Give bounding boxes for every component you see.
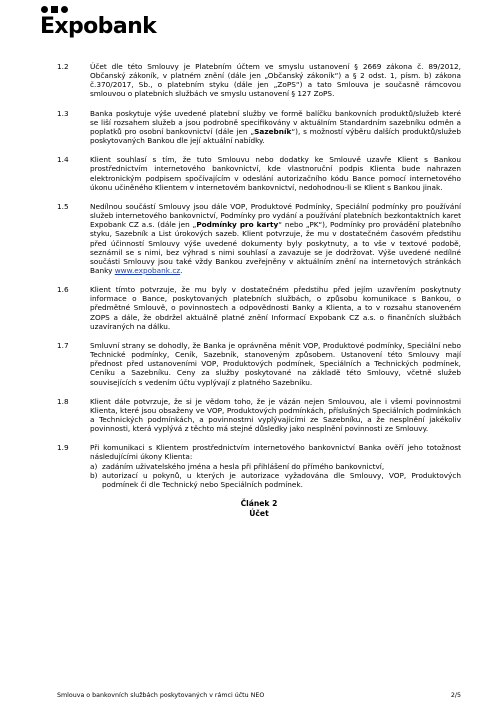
section-1-2 — [57, 62, 461, 99]
section-number: 1.6 — [57, 285, 69, 295]
list-letter: a) — [90, 461, 98, 471]
article-heading — [57, 499, 461, 519]
article-number: Článek 2 — [240, 499, 278, 509]
text-part: “), s možností výběru dalších produktů/služeb poskytovaných Bankou dle její aktuální nabídky. — [90, 126, 461, 146]
section-1-6 — [57, 285, 461, 331]
list-letter: b) — [90, 470, 98, 480]
list-item — [90, 471, 461, 489]
logo-mark-icon — [41, 6, 156, 13]
section-number: 1.3 — [57, 108, 69, 118]
section-1-7 — [57, 341, 461, 387]
page-footer — [57, 692, 461, 699]
expobank-website-link[interactable]: www.expobank.cz — [114, 265, 181, 275]
expobank-logo — [40, 6, 156, 39]
defined-term: Sazebník — [254, 126, 292, 136]
section-number: 1.5 — [57, 201, 69, 211]
section-text: Účet dle této Smlouvy je Platebním účtem ve smyslu ustanovení § 2669 zákona č. 89/2012, Občanský zákoník, v platném znění (dále jen „Občanský zákoník“) a § 2 odst. 1, písm. b) zákona č.370/2017, Sb., o platebním styku (dále jen „ZoPS“) a tato Smlouva je současně rámcovou smlouvou o platebních službách ve smyslu ustanovení § 127 ZoPS. — [90, 62, 461, 99]
list-text: autorizací u pokynů, u kterých je autorizace vyžadována dle Smlouvy, VOP, Produktových podmínek či dle Technický nebo Speciálních podmínek. — [102, 470, 461, 489]
text-part: Nedílnou součástí Smlouvy jsou dále VOP, Produktové Podmínky, Speciální podmínky pro používání služeb internetového bankovnictví, Podmínky pro vydání a používání platebních bezkontaktních karet Expobank CZ a.s. (dále jen „ — [90, 201, 461, 230]
section-text — [90, 109, 461, 146]
document-body — [57, 62, 461, 519]
section-1-5 — [57, 202, 461, 275]
section-number: 1.2 — [57, 62, 69, 71]
section-intro: Při komunikaci s Klientem prostřednictvím internetového bankovnictví Banka ověří jeho totožnost následujícími úkony Klienta: — [90, 443, 461, 462]
defined-term: Podmínky pro karty — [196, 220, 279, 230]
text-part: Banka poskytuje výše uvedené platební služby ve formě balíčku bankovních produktů/služeb které se liší rozsahem služeb a jsou podrobně specifikovány v aktuálním Standardním sazebníku odměn a poplatků pro osobní bankovnictví (dále jen „ — [90, 108, 461, 136]
text-part: . — [180, 265, 183, 275]
page-number: 2/5 — [450, 692, 461, 699]
section-1-4 — [57, 155, 461, 192]
section-text: Smluvní strany se dohodly, že Banka je oprávněna měnit VOP, Produktové podmínky, Speciální nebo Technické podmínky, Ceník, Sazebník, stanoveným způsobem. Ustanovení této Smlouvy mají přednost před ustanoveními VOP, Produktových podmínek, Speciálních a Technických podmínek, Ceníku a Sazebníku. Ceny za služby poskytované na základě této Smlouvy, včetně služeb souvisejících s vedením účtu vyplývají z platného Sazebníku. — [90, 340, 461, 387]
section-1-3 — [57, 109, 461, 146]
section-number: 1.9 — [57, 443, 69, 453]
brand-name: Expobank — [40, 14, 157, 39]
text-part: “ nebo „PK“), Podmínky pro provádění platebního styku, Sazebník a List úrokových sazeb. Klient potvrzuje, že mu v dostatečném časovém předstihu před účinností Smlouvy výše uvedené dokumenty byly poskytnuty, a to vše v textové podobě, seznámil se s nimi, bez výhrad s nimi souhlasí a zavazuje se je dodržovat. Výše uvedené nedílné součásti Smlouvy jsou také vždy Bankou zveřejněny v aktuálním znění na internetových stránkách Banky — [90, 220, 461, 275]
section-1-8 — [57, 397, 461, 434]
list-text: zadáním uživatelského jména a hesla při přihlášení do přímého bankovnictví, — [102, 461, 385, 471]
section-number: 1.4 — [57, 155, 69, 165]
section-text — [90, 443, 461, 489]
section-text — [90, 202, 461, 275]
section-text: Klient dále potvrzuje, že si je vědom toho, že je vázán nejen Smlouvou, ale i všemi povinnostmi Klienta, které jsou obsaženy ve VOP, Produktových podmínkách, příslušných Speciálních podmínkách a Technických podmínkách, a povinnostmi vyplývajícími ze Sazebníku, a že nesplnění jakékoliv povinnosti, která vyplývá z těchto má stejné důsledky jako nesplnění povinnosti ze Smlouvy. — [90, 396, 461, 434]
footer-document-title: Smlouva o bankovních službách poskytovaných v rámci účtu NEO — [57, 692, 265, 699]
section-text: Klient tímto potvrzuje, že mu byly v dostatečném předstihu před jejím uzavřením poskytnuty informace o Bance, poskytovaných platebních službách, o způsobu komunikace s Bankou, o předmětné Smlouvě, o povinnostech a odpovědnosti Banky a Klienta, a to v rozsahu stanoveném ZOPS a dále, že obdržel aktuálně platné znění Informací Expobank CZ a.s. o finančních službách uzavíraných na dálku. — [90, 285, 461, 331]
section-number: 1.7 — [57, 340, 69, 350]
section-number: 1.8 — [57, 396, 69, 406]
list-item — [90, 462, 461, 471]
section-1-9 — [57, 443, 461, 489]
section-text: Klient souhlasí s tím, že tuto Smlouvu nebo dodatky ke Smlouvě uzavře Klient s Bankou prostřednictvím internetového bankovnictví, kde vlastnoruční podpis Klienta bude nahrazen elektronickým podpisem spočívajícím v odeslání autorizačního kódu Bance pomocí internetového úkonu učiněného Klientem v internetovém bankovnictví, nedohodnou-li se Klient s Bankou jinak. — [90, 155, 461, 192]
article-title: Účet — [249, 509, 269, 519]
